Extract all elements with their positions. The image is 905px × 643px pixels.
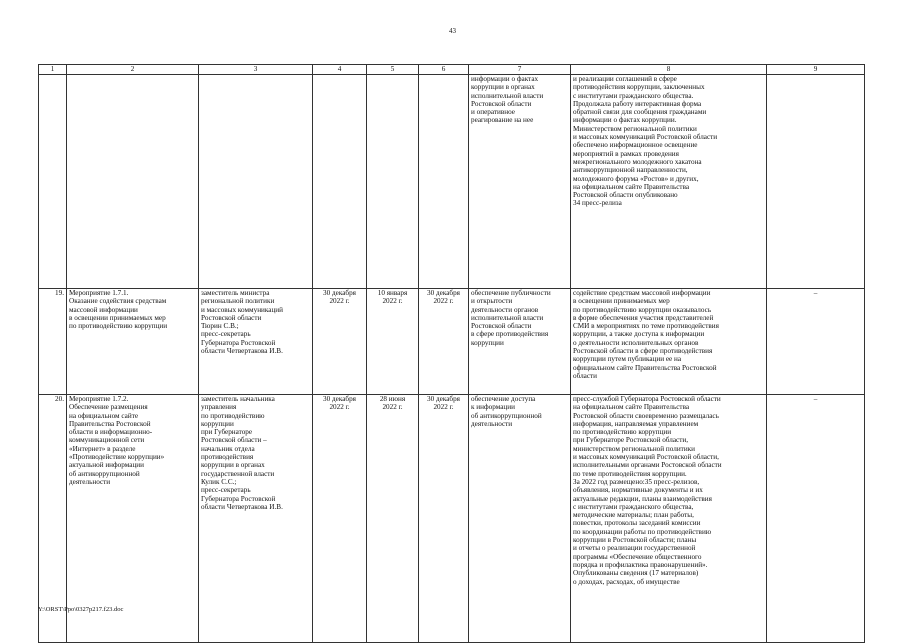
cell-line: деятельности [69, 477, 111, 486]
cell-line: обеспечение доступа [471, 395, 536, 403]
cell-line: антикоррупционной направленности, [573, 166, 688, 175]
cell-line: информация, направляемая управлением [573, 419, 699, 428]
cell-line: на официальном сайте [69, 411, 139, 420]
event-cell [67, 75, 199, 289]
cell-line: с институтами гражданского общества, [573, 502, 694, 511]
responsible-cell [199, 75, 313, 289]
cell-line: порядка и профилактика правонарушений». [573, 560, 708, 569]
actual-result-cell [571, 289, 767, 395]
file-path-footer: Y:\ORST\Ppo\0327p217.f23.doc [38, 606, 124, 613]
column-header: 3 [199, 65, 313, 75]
cell-line: Ростовской области [471, 322, 532, 331]
actual-start-date-cell [367, 395, 419, 643]
cell-line: Ростовской области [201, 313, 262, 322]
cell-line: на официальном сайте Правительства [573, 182, 690, 191]
cell-line: 2022 г. [329, 297, 350, 306]
cell-line: о доходах, расходах, об имуществе [573, 577, 680, 586]
cell-line: деятельности органов [471, 305, 539, 314]
cell-line: мероприятий в рамках проведения [573, 149, 679, 158]
cell-line: коррупции [201, 419, 234, 428]
cell-line: Ростовской области опубликовано [573, 191, 678, 200]
cell-line: по координации работы по противодействию [573, 527, 712, 536]
cell-line: «Интернет» в разделе [69, 444, 136, 453]
cell-line: пресс-секретарь [201, 330, 251, 339]
table-row [39, 75, 865, 289]
cell-line: Продолжала работу интерактивная форма [573, 99, 702, 108]
cell-line: Оказание содействия средствам [69, 297, 167, 306]
cell-line: коммуникационной сети [69, 436, 145, 445]
cell-line: Ростовской области [471, 99, 532, 108]
row-number-cell [39, 75, 67, 289]
cell-line: программы «Обеспечение общественного [573, 552, 702, 561]
cell-line: в освещении принимаемых мер [69, 313, 166, 322]
note-cell: – [767, 395, 865, 643]
cell-line: межрегионального молодежного хакатона [573, 157, 702, 166]
cell-line: и массовых коммуникаций Ростовской области, [573, 453, 719, 462]
cell-line: коррупции в Ростовской области; планы [573, 536, 697, 545]
cell-line: заместитель министра [201, 289, 270, 297]
cell-line: информации о фактах [471, 75, 539, 83]
cell-line: 28 июня [379, 395, 406, 403]
cell-line: 30 декабря [323, 395, 356, 403]
column-header: 1 [39, 65, 67, 75]
cell-line: в освещении принимаемых мер [573, 297, 670, 306]
cell-line: актуальные редакции, планы взаимодействия [573, 494, 712, 503]
event-cell [67, 289, 199, 395]
cell-line: и реализации соглашений в сфере [573, 75, 677, 83]
cell-line: и массовых коммуникаций [201, 305, 283, 314]
cell-line: пресс-службой Губернатора Ростовской области [573, 395, 721, 403]
cell-line: заместитель начальника [201, 395, 275, 403]
planned-result-cell [469, 289, 571, 395]
column-header: 8 [571, 65, 767, 75]
cell-line: и оперативное [471, 108, 515, 117]
note-cell: – [767, 289, 865, 395]
cell-line: Ростовской области в сфере противодействия [573, 347, 713, 356]
column-header: 9 [767, 65, 865, 75]
cell-line: и отчеты о реализации государственной [573, 544, 696, 553]
column-header: 5 [367, 65, 419, 75]
cell-line: по противодействию коррупции [573, 428, 672, 437]
cell-line: 2022 г. [382, 297, 403, 306]
cell-line: в форме обеспечения участия представителей [573, 313, 714, 322]
cell-line: и открытости [471, 297, 513, 306]
cell-line: при Губернаторе Ростовской области, [573, 436, 689, 445]
planned-result-cell [469, 75, 571, 289]
cell-line: области в информационно- [69, 428, 153, 437]
column-header: 4 [313, 65, 367, 75]
cell-line: 2022 г. [382, 403, 403, 412]
cell-line: коррупции [471, 338, 504, 347]
planned-date-cell [313, 395, 367, 643]
cell-line: Правительства Ростовской [69, 419, 151, 428]
note-cell [767, 75, 865, 289]
cell-line: 2022 г. [433, 403, 454, 412]
row-number-cell: 20. [39, 395, 67, 643]
cell-line: За 2022 год размещено:35 пресс-релизов, [573, 477, 700, 486]
cell-line: по противодействию коррупции [69, 322, 168, 331]
cell-line: коррупции путем публикации ее на [573, 355, 682, 364]
page-number: 43 [449, 27, 456, 35]
table-row [39, 289, 865, 395]
cell-line: актуальной информации [69, 461, 144, 470]
cell-line: о деятельности исполнительных органов [573, 338, 699, 347]
cell-line: об антикоррупционной [69, 469, 140, 478]
cell-line: СМИ в мероприятиях по теме противодействия [573, 322, 719, 331]
actual-result-cell [571, 75, 767, 289]
actual-start-date-cell [367, 75, 419, 289]
cell-line: об антикоррупционной [471, 411, 542, 420]
cell-line: 10 января [377, 289, 408, 297]
cell-line: объявления, нормативные документы и их [573, 486, 703, 495]
cell-line: Мероприятие 1.7.1. [69, 289, 129, 297]
cell-line: по противодействию [201, 411, 265, 420]
cell-line: государственной власти [201, 469, 275, 478]
cell-line: деятельности [471, 419, 513, 428]
cell-line: области Четвертакова И.В. [201, 502, 283, 511]
cell-line: с институтами гражданского общества. [573, 91, 694, 100]
cell-line: при Губернаторе [201, 428, 253, 437]
cell-line: в сфере противодействия [471, 330, 549, 339]
cell-line: Обеспечение размещения [69, 403, 148, 412]
cell-line: официальном сайте Правительства Ростовской [573, 363, 717, 372]
cell-line: Ростовской области своевременно размещалась [573, 411, 719, 420]
cell-line: по теме противодействия коррупции. [573, 469, 687, 478]
cell-line: 2022 г. [329, 403, 350, 412]
column-header: 6 [419, 65, 469, 75]
cell-line: и массовых коммуникаций Ростовской области [573, 133, 718, 142]
cell-line: Губернатора Ростовской [201, 338, 276, 347]
row-number-cell: 19. [39, 289, 67, 395]
cell-line: области Четвертакова И.В. [201, 347, 283, 356]
responsible-cell [199, 395, 313, 643]
cell-line: противодействия [201, 453, 254, 462]
actual-result-cell [571, 395, 767, 643]
planned-date-cell [313, 75, 367, 289]
cell-line: по противодействию коррупции оказывалось [573, 305, 712, 314]
cell-line: исполнительной власти [471, 313, 544, 322]
cell-line: Губернатора Ростовской [201, 494, 276, 503]
cell-line: пресс-секретарь [201, 486, 251, 495]
cell-line: начальник отдела [201, 444, 255, 453]
cell-line: обеспечено информационное освещение [573, 141, 698, 150]
cell-line: к информации [471, 403, 515, 412]
report-table [38, 64, 865, 643]
cell-line: Мероприятие 1.7.2. [69, 395, 129, 403]
cell-line: 2022 г. [433, 297, 454, 306]
actual-start-date-cell [367, 289, 419, 395]
cell-line: содействие средствам массовой информации [573, 289, 711, 297]
cell-line: реагирование на нее [471, 116, 534, 125]
cell-line: области [573, 371, 598, 380]
cell-line: методические материалы; план работы, [573, 511, 694, 520]
cell-line: 34 пресс-релиза [573, 199, 622, 208]
cell-line: массовой информации [69, 305, 138, 314]
cell-line: 30 декабря [323, 289, 356, 297]
cell-line: на официальном сайте Правительства [573, 403, 690, 412]
cell-line: коррупции, а также доступа к информации [573, 330, 705, 339]
cell-line: Министерством региональной политики [573, 124, 697, 133]
actual-end-date-cell [419, 395, 469, 643]
cell-line: Опубликованы сведения (17 материалов) [573, 569, 699, 578]
column-header: 7 [469, 65, 571, 75]
table-row [39, 395, 865, 643]
actual-end-date-cell [419, 75, 469, 289]
planned-result-cell [469, 395, 571, 643]
cell-line: молодежного форума «Ростов» и других, [573, 174, 699, 183]
cell-line: Тюрин С.В.; [201, 322, 239, 331]
cell-line: информации о фактах коррупции. [573, 116, 677, 125]
cell-line: Кулик С.С.; [201, 477, 237, 486]
cell-line: противодействия коррупции, заключенных [573, 83, 705, 92]
cell-line: министерством региональной политики [573, 444, 696, 453]
column-header: 2 [67, 65, 199, 75]
cell-line: Ростовской области – [201, 436, 267, 445]
cell-line: управления [201, 403, 237, 412]
planned-date-cell [313, 289, 367, 395]
cell-line: коррупции в органах [201, 461, 265, 470]
cell-line: «Противодействие коррупции» [69, 453, 165, 462]
cell-line: обеспечение публичности [471, 289, 551, 297]
cell-line: коррупции в органах [471, 83, 535, 92]
cell-line: 30 декабря [427, 289, 460, 297]
responsible-cell [199, 289, 313, 395]
cell-line: региональной политики [201, 297, 275, 306]
column-number-row [39, 65, 865, 75]
cell-line: исполнительными органами Ростовской области [573, 461, 722, 470]
actual-end-date-cell [419, 289, 469, 395]
cell-line: 30 декабря [427, 395, 460, 403]
cell-line: повестки, протоколы заседаний комиссии [573, 519, 701, 528]
cell-line: обратной связи для сообщения гражданами [573, 108, 707, 117]
cell-line: исполнительной власти [471, 91, 544, 100]
